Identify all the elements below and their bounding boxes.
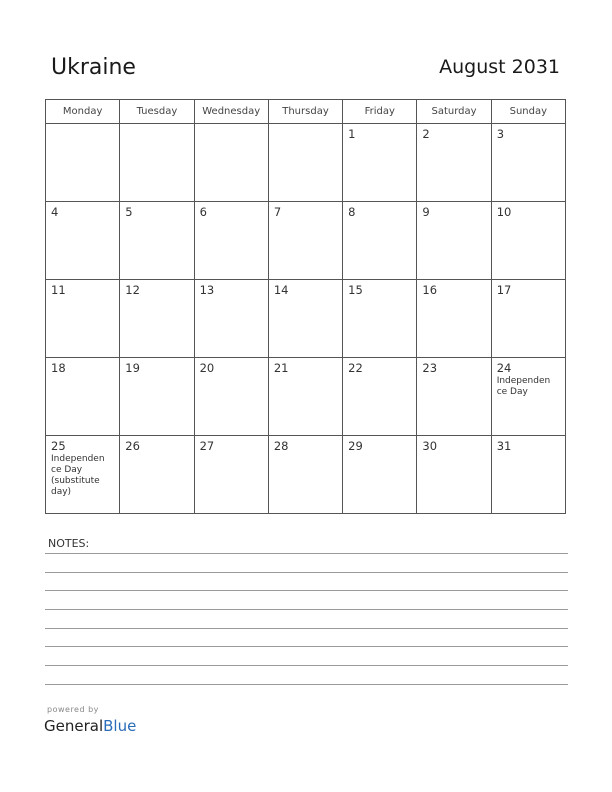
day-cell — [343, 202, 417, 280]
day-number: 15 — [348, 283, 363, 297]
day-cell — [194, 358, 268, 436]
day-number: 31 — [496, 439, 512, 453]
week-row — [46, 436, 566, 514]
day-number: 20 — [199, 361, 215, 375]
week-row — [46, 124, 566, 202]
day-cell — [268, 436, 342, 514]
note-line — [45, 572, 568, 573]
day-cell — [491, 124, 565, 202]
day-cell — [343, 436, 417, 514]
day-cell — [46, 280, 120, 358]
day-number: 24 — [496, 361, 512, 375]
note-line — [45, 684, 568, 685]
day-cell — [491, 280, 565, 358]
note-line — [45, 646, 568, 647]
day-cell — [343, 358, 417, 436]
notes-label: NOTES: — [48, 537, 90, 550]
day-number: 27 — [199, 439, 215, 453]
weekday-tuesday: Tuesday — [120, 100, 194, 124]
day-number: 1 — [348, 127, 356, 141]
day-cell — [417, 124, 491, 202]
week-row — [46, 280, 566, 358]
day-number: 14 — [273, 283, 289, 297]
day-number — [120, 124, 193, 127]
day-cell — [120, 124, 194, 202]
day-number — [195, 124, 268, 127]
weekday-sunday: Sunday — [491, 100, 565, 124]
holiday-label: Independen ce Day (substitute day) — [51, 454, 105, 497]
day-number: 4 — [51, 205, 59, 219]
month-year-title: August 2031 — [439, 56, 560, 78]
weekday-friday: Friday — [343, 100, 417, 124]
note-line — [45, 609, 568, 610]
day-cell — [194, 124, 268, 202]
day-number: 30 — [422, 439, 438, 453]
day-cell — [491, 202, 565, 280]
day-number: 18 — [51, 361, 66, 375]
week-row — [46, 358, 566, 436]
day-number: 25 — [51, 439, 66, 453]
logo-general-text: General — [44, 717, 104, 735]
day-number: 5 — [125, 205, 133, 219]
weekday-saturday: Saturday — [417, 100, 491, 124]
note-line — [45, 628, 568, 629]
day-cell — [417, 202, 491, 280]
calendar-grid — [45, 99, 566, 514]
day-cell — [46, 358, 120, 436]
note-line — [45, 553, 568, 554]
day-cell — [268, 202, 342, 280]
day-cell — [268, 124, 342, 202]
logo-blue-text: Blue — [103, 717, 137, 735]
day-number: 28 — [273, 439, 289, 453]
day-number: 13 — [199, 283, 215, 297]
day-number: 26 — [125, 439, 140, 453]
country-title: Ukraine — [51, 55, 136, 80]
day-cell — [120, 436, 194, 514]
day-cell — [417, 436, 491, 514]
day-number — [46, 124, 119, 127]
day-cell — [120, 358, 194, 436]
weekday-monday: Monday — [46, 100, 120, 124]
day-cell — [194, 436, 268, 514]
weekday-header-row — [46, 100, 566, 124]
day-number: 6 — [199, 205, 207, 219]
weekday-wednesday: Wednesday — [194, 100, 268, 124]
day-cell — [491, 436, 565, 514]
day-cell — [417, 358, 491, 436]
day-number: 17 — [496, 283, 512, 297]
day-number: 9 — [422, 205, 430, 219]
day-cell — [194, 202, 268, 280]
day-number: 11 — [51, 283, 66, 297]
day-cell — [194, 280, 268, 358]
day-cell — [120, 280, 194, 358]
day-cell — [491, 358, 565, 436]
note-line — [45, 665, 568, 666]
day-number: 29 — [348, 439, 363, 453]
week-row — [46, 202, 566, 280]
day-number: 2 — [422, 127, 430, 141]
generalblue-logo[interactable] — [44, 717, 136, 735]
day-number: 8 — [348, 205, 356, 219]
day-number: 21 — [273, 361, 289, 375]
day-cell — [120, 202, 194, 280]
day-cell — [46, 124, 120, 202]
day-number — [269, 124, 342, 127]
day-cell — [268, 358, 342, 436]
day-cell — [343, 124, 417, 202]
day-number: 23 — [422, 361, 438, 375]
note-line — [45, 590, 568, 591]
day-number: 12 — [125, 283, 140, 297]
powered-by-text: powered by — [47, 705, 99, 714]
holiday-label: Independen ce Day — [496, 376, 551, 397]
day-cell — [268, 280, 342, 358]
day-cell — [46, 202, 120, 280]
day-number: 22 — [348, 361, 363, 375]
day-cell — [343, 280, 417, 358]
day-number: 7 — [273, 205, 282, 219]
day-cell — [46, 436, 120, 514]
day-cell — [417, 280, 491, 358]
day-number: 16 — [422, 283, 438, 297]
day-number: 19 — [125, 361, 140, 375]
day-number: 10 — [496, 205, 512, 219]
day-number: 3 — [496, 127, 505, 141]
weekday-thursday: Thursday — [268, 100, 342, 124]
